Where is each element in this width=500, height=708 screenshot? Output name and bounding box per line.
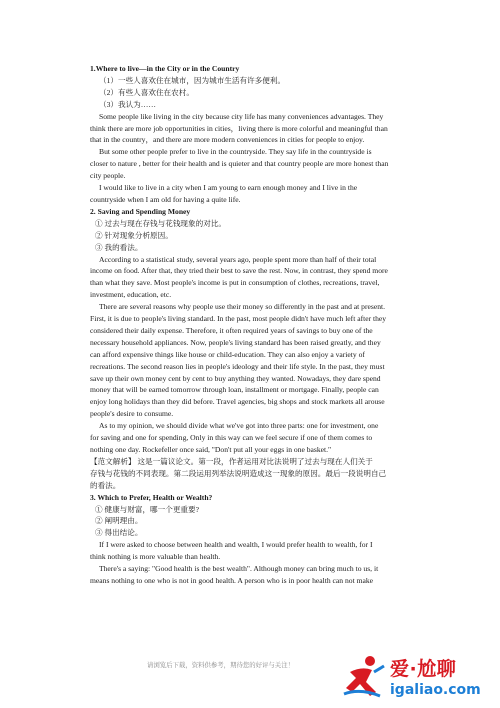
paragraph-line: people's desire to consume. xyxy=(90,409,174,419)
paragraph-line: As to my opinion, we should divide what we've got into three parts: one for investment, one xyxy=(99,421,379,431)
paragraph-line: enjoy long holidays than they did before. Travel agencies, big shops and stock markets all arouse xyxy=(90,397,385,407)
logo-name: 爱·尬聊 xyxy=(390,658,457,680)
paragraph-line: investment, education, etc. xyxy=(90,290,172,300)
site-logo[interactable] xyxy=(340,652,500,708)
section-heading: 3. Which to Prefer, Health or Wealth? xyxy=(90,492,213,502)
paragraph-line: city people. xyxy=(90,171,126,181)
outline-item: ③ 得出结论。 xyxy=(95,528,143,538)
paragraph-line: that in the country，and there are more modern conveniences in cities for people to enjoy. xyxy=(90,135,365,145)
paragraph-line: money that will be earned tomorrow through loan, installment or mortgage. Finally, people can xyxy=(90,385,379,395)
paragraph-line: Some people like living in the city because city life has many conveniences advantages. They xyxy=(99,111,384,121)
outline-item: （1）一些人喜欢住在城市，因为城市生活有许多便利。 xyxy=(99,75,286,85)
paragraph-line: countryside when I am old for having a quite life. xyxy=(90,194,241,204)
section-heading: 1.Where to live—in the City or in the Country xyxy=(90,64,240,73)
page-footer xyxy=(0,652,500,708)
paragraph-line: save up their own money cent by cent to buy anything they wanted. Nowadays, they dare spend xyxy=(90,373,381,383)
paragraph-line: income on food. After that, they tried their best to save the rest. Now, in contrast, they spend more xyxy=(90,266,388,276)
paragraph-line: recreations. The second reason lies in people's ideology and their life style. In the past, they must xyxy=(90,361,385,371)
outline-item: （2）有些人喜欢住在农村。 xyxy=(99,87,194,97)
paragraph-line: But some other people prefer to live in the countryside. They say life in the countryside is xyxy=(99,147,372,157)
paragraph-line: than what they save. Most people's income is put in consumption of clothes, recreations, travel, xyxy=(90,278,380,288)
paragraph-line: nothing one day. Rockefeller once said, "Don't put all your eggs in one basket." xyxy=(90,445,332,454)
outline-item: （3）我认为…… xyxy=(99,99,156,109)
section-heading: 2. Saving and Spending Money xyxy=(90,206,191,216)
document-body xyxy=(90,63,420,587)
logo-url: igaliao.com xyxy=(390,682,481,698)
paragraph-line: think nothing is more valuable than health. xyxy=(90,552,221,562)
section-1 xyxy=(90,63,420,206)
paragraph-line: for saving and one for spending, Only in this way can we feel secure if one of them comes to xyxy=(90,433,373,443)
analysis-line: 存钱与花钱的不同表现。第二段运用列举法说明造成这一现象的原因。最后一段说明自己 xyxy=(90,468,387,478)
paragraph-line: closer to nature , better for their health and is quieter and that country people are more honest than xyxy=(90,159,389,169)
outline-item: ① 健康与财富，哪一个更重要? xyxy=(95,504,199,514)
paragraph-line: think there are more job opportunities in cities，living there is more colorful and meaningful than xyxy=(90,123,388,133)
outline-item: ② 阐明理由。 xyxy=(95,516,143,526)
paragraph-line: can afford expensive things like house or child-education. They can also enjoy a variety of xyxy=(90,349,365,359)
section-3 xyxy=(90,492,420,587)
outline-item: ③ 我的看法。 xyxy=(95,242,143,252)
paragraph-line: According to a statistical study, several years ago, people spent more than half of their total xyxy=(99,254,377,264)
paragraph-line: First, it is due to people's living standard. In the past, most people didn't have much left after they xyxy=(90,314,387,324)
paragraph-line: I would like to live in a city when I am young to earn enough money and I live in the xyxy=(99,183,358,193)
analysis-line: 的看法。 xyxy=(90,480,121,490)
paragraph-line: There are several reasons why people use their money so differently in the past and at present. xyxy=(99,302,386,312)
running-figure-icon xyxy=(340,652,388,700)
paragraph-line: considered their daily expense. Therefore, it often required years of savings to buy one of the xyxy=(90,325,373,335)
outline-item: ① 过去与现在存钱与花钱现象的对比。 xyxy=(95,218,226,228)
paragraph-line: If I were asked to choose between health and wealth, I would prefer health to wealth, for I xyxy=(99,540,373,550)
section-2 xyxy=(90,206,420,492)
footer-note: 请浏览后下载，资料供参考，期待您的好评与关注！ xyxy=(147,661,294,669)
outline-item: ② 针对现象分析原因。 xyxy=(95,230,173,240)
analysis-line: 【范文解析】 这是一篇议论文。第一段，作者运用对比法说明了过去与现在人们关于 xyxy=(90,456,373,466)
paragraph-line: means nothing to one who is not in good health. A person who is in poor health can not make xyxy=(90,575,374,585)
paragraph-line: necessary household appliances. Now, people's living standard has been raised greatly, and they xyxy=(90,337,381,347)
paragraph-line: There's a saying: "Good health is the best wealth". Although money can bring much to us, it xyxy=(99,564,379,574)
